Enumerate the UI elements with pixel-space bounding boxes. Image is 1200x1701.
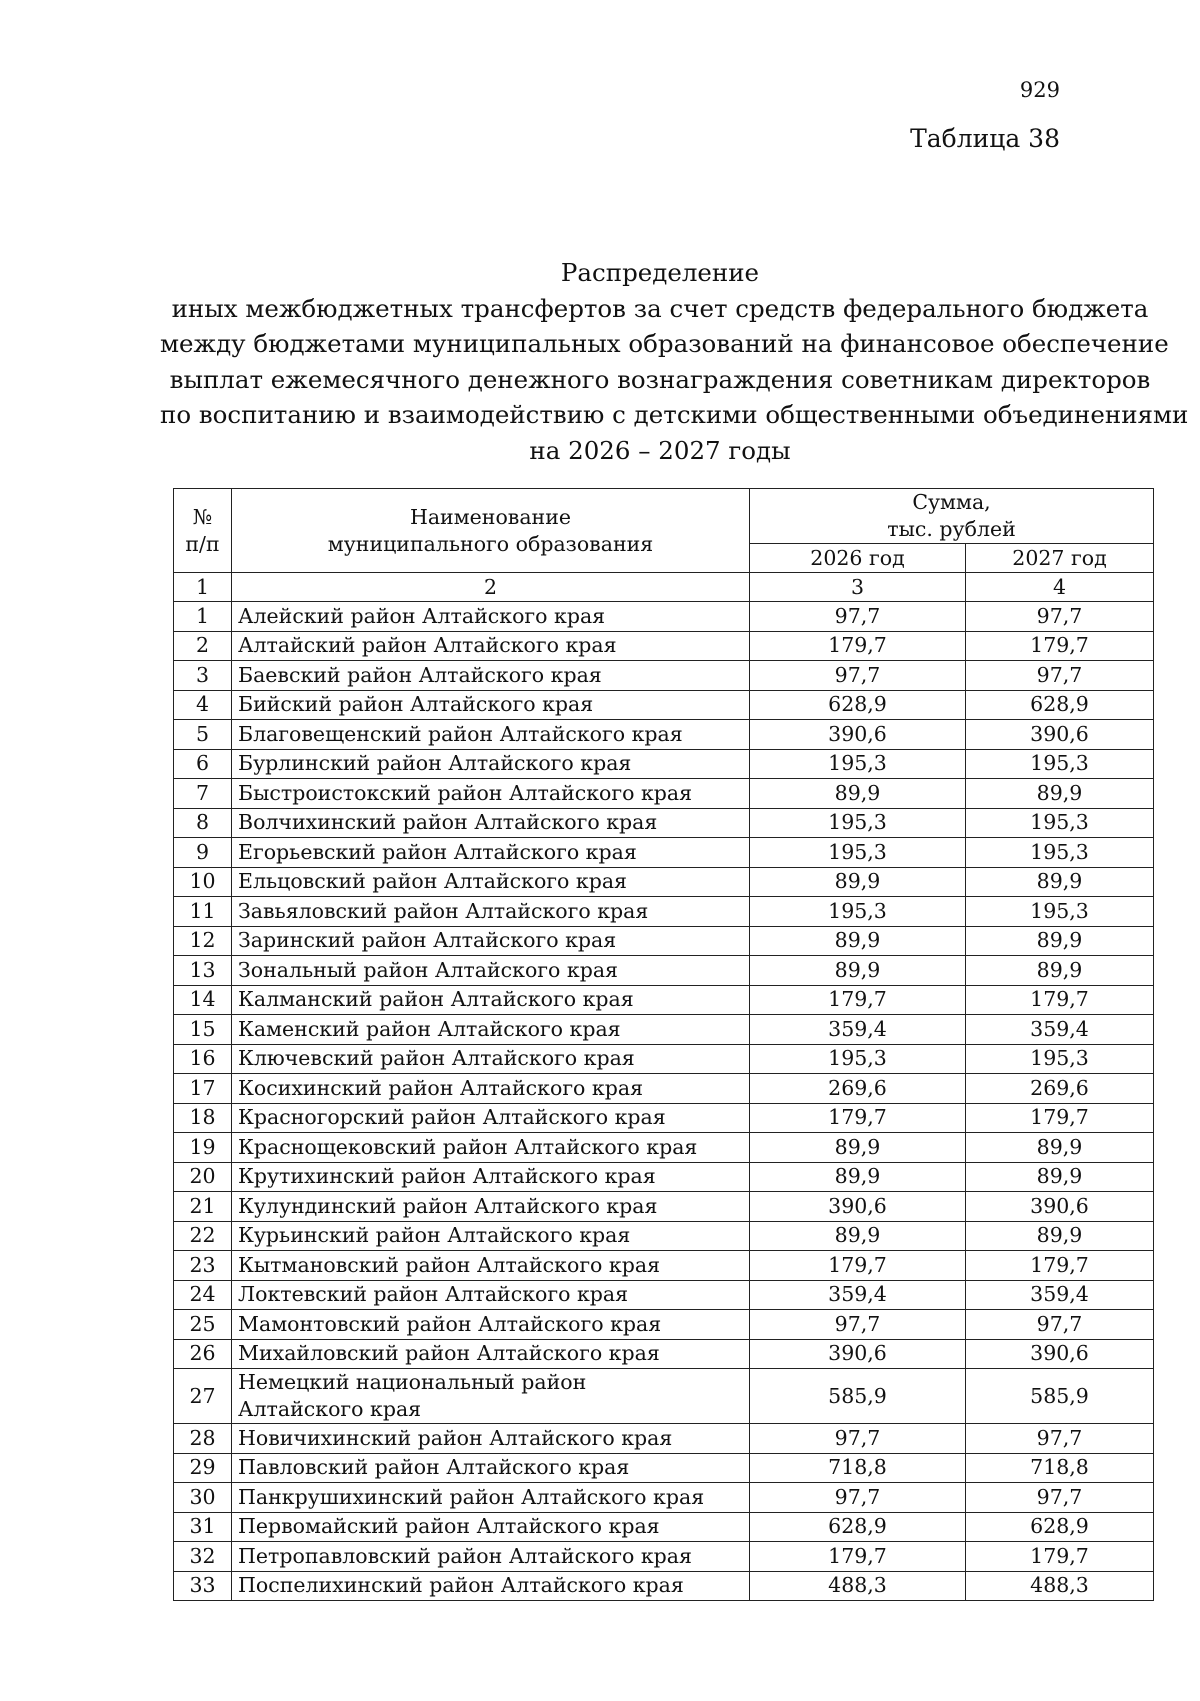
- amount-2026: 89,9: [750, 1221, 966, 1251]
- row-number: 31: [174, 1512, 232, 1542]
- municipality-name: Краснощековский район Алтайского края: [232, 1133, 750, 1163]
- row-number: 30: [174, 1483, 232, 1513]
- row-number: 2: [174, 631, 232, 661]
- amount-2027: 89,9: [966, 867, 1154, 897]
- municipality-name: Новичихинский район Алтайского края: [232, 1424, 750, 1454]
- row-number: 6: [174, 749, 232, 779]
- row-number: 1: [174, 602, 232, 632]
- amount-2026: 89,9: [750, 926, 966, 956]
- amount-2026: 179,7: [750, 1103, 966, 1133]
- municipality-name-line1: Немецкий национальный район: [238, 1370, 587, 1394]
- amount-2027: 97,7: [966, 1424, 1154, 1454]
- amount-2027: 195,3: [966, 749, 1154, 779]
- amount-2026: 89,9: [750, 1133, 966, 1163]
- amount-2027: 585,9: [966, 1369, 1154, 1424]
- header-year-2027: 2027 год: [966, 544, 1154, 573]
- table-row: [174, 720, 1154, 750]
- table-row: [174, 1571, 1154, 1601]
- header-sum-line1: Сумма,: [912, 490, 991, 514]
- municipality-name: Егорьевский район Алтайского края: [232, 838, 750, 868]
- amount-2027: 628,9: [966, 690, 1154, 720]
- amount-2027: 179,7: [966, 1542, 1154, 1572]
- row-number: 4: [174, 690, 232, 720]
- table-row: [174, 867, 1154, 897]
- municipality-name: Волчихинский район Алтайского края: [232, 808, 750, 838]
- table-row: [174, 1221, 1154, 1251]
- row-number: 33: [174, 1571, 232, 1601]
- table-row: [174, 1103, 1154, 1133]
- amount-2026: 195,3: [750, 838, 966, 868]
- municipality-name: Заринский район Алтайского края: [232, 926, 750, 956]
- row-number: 26: [174, 1339, 232, 1369]
- row-number: 8: [174, 808, 232, 838]
- municipality-name: Ключевский район Алтайского края: [232, 1044, 750, 1074]
- municipality-name: Михайловский район Алтайского края: [232, 1339, 750, 1369]
- amount-2026: 488,3: [750, 1571, 966, 1601]
- amount-2027: 89,9: [966, 926, 1154, 956]
- row-number: 21: [174, 1192, 232, 1222]
- amount-2026: 97,7: [750, 1483, 966, 1513]
- header-name: [232, 489, 750, 573]
- table-row: [174, 749, 1154, 779]
- table-row: [174, 631, 1154, 661]
- amount-2026: 89,9: [750, 956, 966, 986]
- municipality-name: Крутихинский район Алтайского края: [232, 1162, 750, 1192]
- amount-2027: 195,3: [966, 838, 1154, 868]
- amount-2027: 628,9: [966, 1512, 1154, 1542]
- table-row: [174, 1542, 1154, 1572]
- table-row: [174, 1453, 1154, 1483]
- page-number: 929: [1019, 78, 1060, 102]
- amount-2027: 359,4: [966, 1280, 1154, 1310]
- amount-2026: 97,7: [750, 602, 966, 632]
- amount-2027: 359,4: [966, 1015, 1154, 1045]
- row-number: 32: [174, 1542, 232, 1572]
- amount-2026: 390,6: [750, 720, 966, 750]
- column-index: 3: [750, 573, 966, 602]
- row-number: 22: [174, 1221, 232, 1251]
- table-row: [174, 602, 1154, 632]
- amount-2027: 97,7: [966, 661, 1154, 691]
- amount-2027: 488,3: [966, 1571, 1154, 1601]
- header-sum-line2: тыс. рублей: [887, 517, 1016, 541]
- header-name-line2: муниципального образования: [327, 531, 654, 556]
- amount-2026: 97,7: [750, 1424, 966, 1454]
- title-line: Распределение: [560, 258, 760, 287]
- table-row: [174, 1162, 1154, 1192]
- amount-2026: 195,3: [750, 749, 966, 779]
- municipality-name: Ельцовский район Алтайского края: [232, 867, 750, 897]
- amount-2026: 359,4: [750, 1015, 966, 1045]
- amount-2026: 390,6: [750, 1339, 966, 1369]
- table-row: [174, 1339, 1154, 1369]
- row-number: 27: [174, 1369, 232, 1424]
- amount-2027: 179,7: [966, 1251, 1154, 1281]
- table-row: [174, 1133, 1154, 1163]
- municipality-name: Кулундинский район Алтайского края: [232, 1192, 750, 1222]
- row-number: 29: [174, 1453, 232, 1483]
- row-number: 5: [174, 720, 232, 750]
- row-number: 12: [174, 926, 232, 956]
- amount-2026: 195,3: [750, 1044, 966, 1074]
- title-line: иных межбюджетных трансфертов за счет средств федерального бюджета: [171, 293, 1149, 323]
- table-row: [174, 1369, 1154, 1424]
- header-number-line1: №: [192, 504, 213, 529]
- document-title: [160, 255, 1189, 468]
- header-name-line1: Наименование: [409, 504, 572, 529]
- amount-2026: 97,7: [750, 1310, 966, 1340]
- table-row: [174, 661, 1154, 691]
- row-number: 19: [174, 1133, 232, 1163]
- amount-2027: 390,6: [966, 720, 1154, 750]
- amount-2027: 97,7: [966, 602, 1154, 632]
- table-row: [174, 779, 1154, 809]
- header-number-line2: п/п: [185, 531, 220, 556]
- amount-2027: 179,7: [966, 985, 1154, 1015]
- row-number: 28: [174, 1424, 232, 1454]
- row-number: 13: [174, 956, 232, 986]
- amount-2026: 97,7: [750, 661, 966, 691]
- amount-2027: 179,7: [966, 631, 1154, 661]
- header-year-2026: 2026 год: [750, 544, 966, 573]
- amount-2026: 89,9: [750, 1162, 966, 1192]
- municipality-name: Первомайский район Алтайского края: [232, 1512, 750, 1542]
- column-index: 4: [966, 573, 1154, 602]
- table-row: [174, 838, 1154, 868]
- amount-2027: 718,8: [966, 1453, 1154, 1483]
- amount-2026: 269,6: [750, 1074, 966, 1104]
- row-number: 24: [174, 1280, 232, 1310]
- municipality-name: Кытмановский район Алтайского края: [232, 1251, 750, 1281]
- amount-2026: 179,7: [750, 631, 966, 661]
- table-row: [174, 1074, 1154, 1104]
- table-row: [174, 1044, 1154, 1074]
- amount-2027: 390,6: [966, 1192, 1154, 1222]
- title-line: на 2026 – 2027 годы: [529, 435, 791, 465]
- amount-2027: 195,3: [966, 808, 1154, 838]
- amount-2027: 89,9: [966, 1221, 1154, 1251]
- amount-2026: 628,9: [750, 690, 966, 720]
- table-row: [174, 1424, 1154, 1454]
- table-row: [174, 985, 1154, 1015]
- table-row: [174, 1512, 1154, 1542]
- row-number: 17: [174, 1074, 232, 1104]
- table-row: [174, 690, 1154, 720]
- amount-2026: 359,4: [750, 1280, 966, 1310]
- amount-2027: 89,9: [966, 779, 1154, 809]
- row-number: 11: [174, 897, 232, 927]
- municipality-name: Локтевский район Алтайского края: [232, 1280, 750, 1310]
- amount-2026: 179,7: [750, 1542, 966, 1572]
- header-sum: [750, 489, 1154, 544]
- distribution-table: [173, 488, 1154, 1601]
- row-number: 9: [174, 838, 232, 868]
- municipality-name: Алтайский район Алтайского края: [232, 631, 750, 661]
- row-number: 16: [174, 1044, 232, 1074]
- amount-2027: 195,3: [966, 897, 1154, 927]
- municipality-name: Бурлинский район Алтайского края: [232, 749, 750, 779]
- title-line: по воспитанию и взаимодействию с детскими общественными объединениями: [160, 400, 1189, 429]
- municipality-name: Мамонтовский район Алтайского края: [232, 1310, 750, 1340]
- amount-2026: 195,3: [750, 808, 966, 838]
- amount-2026: 718,8: [750, 1453, 966, 1483]
- municipality-name: Каменский район Алтайского края: [232, 1015, 750, 1045]
- table-body: [174, 602, 1154, 1601]
- row-number: 15: [174, 1015, 232, 1045]
- column-index: 1: [174, 573, 232, 602]
- amount-2027: 195,3: [966, 1044, 1154, 1074]
- municipality-name-line2: Алтайского края: [238, 1397, 422, 1421]
- municipality-name: [232, 1369, 750, 1424]
- amount-2026: 89,9: [750, 867, 966, 897]
- municipality-name: Петропавловский район Алтайского края: [232, 1542, 750, 1572]
- municipality-name: Красногорский район Алтайского края: [232, 1103, 750, 1133]
- table-row: [174, 897, 1154, 927]
- amount-2026: 179,7: [750, 985, 966, 1015]
- header-number: [174, 489, 232, 573]
- municipality-name: Зональный район Алтайского края: [232, 956, 750, 986]
- table-row: [174, 956, 1154, 986]
- title-line: выплат ежемесячного денежного вознаграждения советникам директоров: [169, 364, 1151, 394]
- title-line: между бюджетами муниципальных образований на финансовое обеспечение: [160, 329, 1169, 358]
- municipality-name: Алейский район Алтайского края: [232, 602, 750, 632]
- row-number: 18: [174, 1103, 232, 1133]
- table-label: Таблица 38: [910, 124, 1060, 153]
- table-row: [174, 1310, 1154, 1340]
- row-number: 14: [174, 985, 232, 1015]
- amount-2027: 89,9: [966, 1133, 1154, 1163]
- municipality-name: Курьинский район Алтайского края: [232, 1221, 750, 1251]
- row-number: 7: [174, 779, 232, 809]
- amount-2027: 390,6: [966, 1339, 1154, 1369]
- amount-2026: 89,9: [750, 779, 966, 809]
- amount-2026: 628,9: [750, 1512, 966, 1542]
- column-index: 2: [232, 573, 750, 602]
- municipality-name: Благовещенский район Алтайского края: [232, 720, 750, 750]
- row-number: 20: [174, 1162, 232, 1192]
- table-row: [174, 1251, 1154, 1281]
- municipality-name: Завьяловский район Алтайского края: [232, 897, 750, 927]
- amount-2026: 585,9: [750, 1369, 966, 1424]
- municipality-name: Баевский район Алтайского края: [232, 661, 750, 691]
- table-row: [174, 926, 1154, 956]
- municipality-name: Быстроистокский район Алтайского края: [232, 779, 750, 809]
- amount-2027: 97,7: [966, 1310, 1154, 1340]
- municipality-name: Панкрушихинский район Алтайского края: [232, 1483, 750, 1513]
- table-row: [174, 1483, 1154, 1513]
- table-row: [174, 1280, 1154, 1310]
- amount-2027: 179,7: [966, 1103, 1154, 1133]
- amount-2027: 89,9: [966, 1162, 1154, 1192]
- amount-2026: 195,3: [750, 897, 966, 927]
- municipality-name: Бийский район Алтайского края: [232, 690, 750, 720]
- table-row: [174, 1192, 1154, 1222]
- row-number: 25: [174, 1310, 232, 1340]
- table-row: [174, 1015, 1154, 1045]
- table-row: [174, 808, 1154, 838]
- amount-2026: 390,6: [750, 1192, 966, 1222]
- amount-2027: 89,9: [966, 956, 1154, 986]
- row-number: 23: [174, 1251, 232, 1281]
- amount-2027: 97,7: [966, 1483, 1154, 1513]
- municipality-name: Калманский район Алтайского края: [232, 985, 750, 1015]
- municipality-name: Косихинский район Алтайского края: [232, 1074, 750, 1104]
- amount-2026: 179,7: [750, 1251, 966, 1281]
- municipality-name: Павловский район Алтайского края: [232, 1453, 750, 1483]
- row-number: 3: [174, 661, 232, 691]
- row-number: 10: [174, 867, 232, 897]
- municipality-name: Поспелихинский район Алтайского края: [232, 1571, 750, 1601]
- amount-2027: 269,6: [966, 1074, 1154, 1104]
